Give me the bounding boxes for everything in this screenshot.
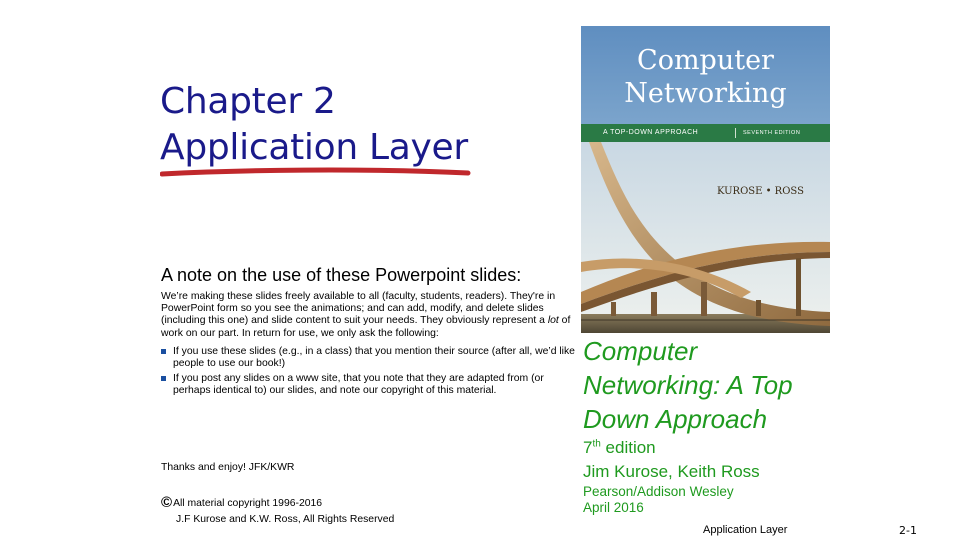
bullet-square-icon [161, 349, 166, 354]
note-bullet-text: If you post any slides on a www site, that you note that they are adapted from (or perhaps identical to) our slides, and note our copyright of this material. [173, 373, 544, 397]
book-cover-image [581, 26, 830, 333]
book-date: April 2016 [583, 500, 644, 515]
title-underline [160, 164, 472, 182]
note-bullet-text: If you use these slides (e.g., in a class) that you mention their source (after all, we’d like people to use our book!) [173, 345, 575, 370]
edition-word: edition [600, 438, 656, 457]
slide-number: 2-1 [899, 524, 917, 537]
edition-number: 7 [583, 438, 593, 457]
thanks-line: Thanks and enjoy! JFK/KWR [161, 462, 295, 473]
footer-label: Application Layer [703, 524, 788, 536]
chapter-title: Chapter 2 [160, 81, 336, 122]
cover-band-right: SEVENTH EDITION [743, 130, 801, 136]
note-emphasis: lot [547, 315, 559, 327]
book-title-line: Networking: A Top [583, 370, 793, 400]
note-bullet-item [161, 373, 581, 397]
book-publisher: Pearson/Addison Wesley [583, 484, 734, 499]
copyright-icon: © [161, 494, 173, 511]
copyright-holders: J.F Kurose and K.W. Ross, All Rights Reserved [176, 514, 395, 525]
copyright-line [161, 494, 322, 511]
book-title-line: Computer [583, 336, 698, 366]
edition-suffix: th [592, 438, 601, 450]
book-edition [583, 438, 656, 458]
cover-band-divider [735, 128, 736, 138]
chapter-subtitle: Application Layer [160, 127, 468, 168]
note-text-a: We’re making these slides freely available to all (faculty, students, readers). They're in PowerPoint form so you see the animations; and can add, modify, and delete slides (including this one) and slide content to suit your needs. They obviously represent a [161, 291, 556, 327]
cover-band-left: A TOP-DOWN APPROACH [603, 129, 699, 136]
book-title-line: Down Approach [583, 404, 768, 434]
note-bullet-item [161, 346, 581, 370]
note-paragraph [161, 291, 581, 340]
cover-title: Computer [637, 45, 774, 76]
copyright-text: All material copyright 1996-2016 [173, 498, 323, 509]
book-title [583, 334, 793, 436]
cover-header [581, 26, 830, 124]
cover-highway-photo [581, 142, 830, 333]
bullet-square-icon [161, 376, 166, 381]
note-text-b: of work on our part. In return for use, we only ask the following: [161, 315, 571, 339]
note-heading: A note on the use of these Powerpoint slides: [161, 265, 522, 285]
note-bullet-list [161, 346, 581, 398]
cover-title: Networking [624, 78, 787, 109]
note-body [161, 291, 581, 401]
book-authors: Jim Kurose, Keith Ross [583, 462, 760, 481]
cover-authors: KUROSE • ROSS [717, 186, 804, 197]
cover-band [581, 124, 830, 142]
